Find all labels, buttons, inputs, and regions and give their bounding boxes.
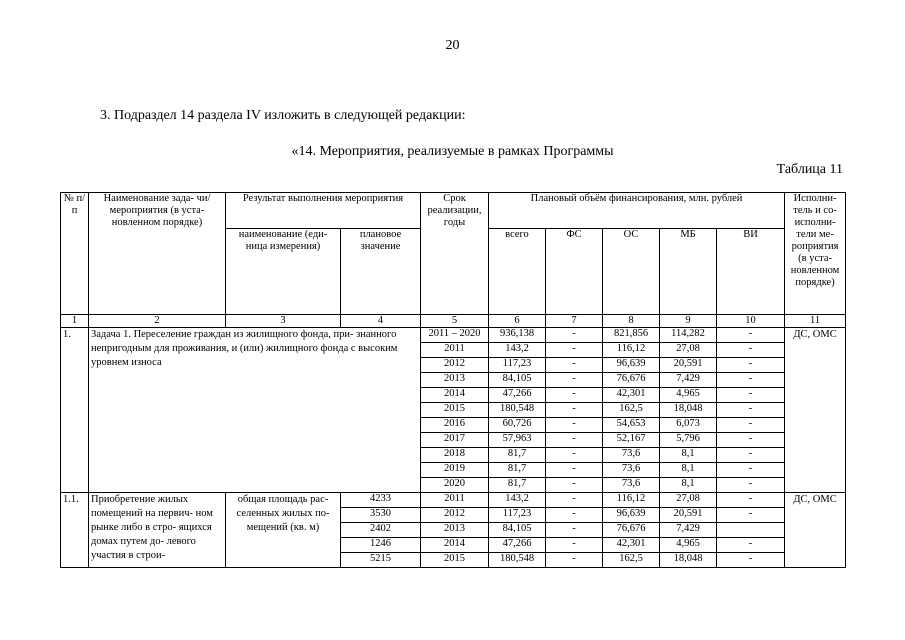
task-name: Задача 1. Переселение граждан из жилищного фонда, при- знанного непригодным для проживания, и (или) жилищного фонда с высоким уровнем износа bbox=[89, 328, 421, 493]
vi-cell: - bbox=[717, 403, 785, 418]
fs-cell: - bbox=[546, 463, 603, 478]
table-caption: Таблица 11 bbox=[776, 162, 843, 177]
fs-cell: - bbox=[546, 448, 603, 463]
fs-cell: - bbox=[546, 418, 603, 433]
total-cell: 936,138 bbox=[489, 328, 546, 343]
vi-cell: - bbox=[717, 358, 785, 373]
value-cell: 4233 bbox=[341, 493, 421, 508]
col-number: 4 bbox=[341, 315, 421, 328]
period-cell: 2018 bbox=[421, 448, 489, 463]
os-cell: 52,167 bbox=[603, 433, 660, 448]
col-number: 3 bbox=[226, 315, 341, 328]
vi-cell: - bbox=[717, 418, 785, 433]
col-number: 2 bbox=[89, 315, 226, 328]
table-row bbox=[61, 328, 846, 343]
period-cell: 2013 bbox=[421, 373, 489, 388]
fs-cell: - bbox=[546, 343, 603, 358]
fs-cell: - bbox=[546, 478, 603, 493]
period-cell: 2012 bbox=[421, 358, 489, 373]
period-cell: 2019 bbox=[421, 463, 489, 478]
section-heading: «14. Мероприятия, реализуемые в рамках Программы bbox=[291, 144, 614, 159]
mb-cell: 7,429 bbox=[660, 373, 717, 388]
total-cell: 81,7 bbox=[489, 478, 546, 493]
executor-cell: ДС, ОМС bbox=[785, 493, 846, 568]
fs-cell: - bbox=[546, 388, 603, 403]
vi-cell: - bbox=[717, 388, 785, 403]
period-cell: 2011 – 2020 bbox=[421, 328, 489, 343]
os-cell: 42,301 bbox=[603, 388, 660, 403]
vi-cell: - bbox=[717, 463, 785, 478]
vi-cell: - bbox=[717, 343, 785, 358]
mb-cell: 27,08 bbox=[660, 493, 717, 508]
os-cell: 73,6 bbox=[603, 463, 660, 478]
total-cell: 60,726 bbox=[489, 418, 546, 433]
fs-cell: - bbox=[546, 538, 603, 553]
col-number: 11 bbox=[785, 315, 846, 328]
header-mb: МБ bbox=[660, 229, 717, 315]
total-cell: 180,548 bbox=[489, 403, 546, 418]
period-cell: 2012 bbox=[421, 508, 489, 523]
total-cell: 84,105 bbox=[489, 523, 546, 538]
col-number: 8 bbox=[603, 315, 660, 328]
mb-cell: 18,048 bbox=[660, 403, 717, 418]
period-cell: 2015 bbox=[421, 553, 489, 568]
fs-cell: - bbox=[546, 358, 603, 373]
mb-cell: 4,965 bbox=[660, 538, 717, 553]
fs-cell: - bbox=[546, 433, 603, 448]
period-cell: 2017 bbox=[421, 433, 489, 448]
mb-cell: 114,282 bbox=[660, 328, 717, 343]
vi-cell: - bbox=[717, 448, 785, 463]
os-cell: 162,5 bbox=[603, 403, 660, 418]
table-row bbox=[61, 493, 846, 508]
mb-cell: 20,591 bbox=[660, 508, 717, 523]
vi-cell: - bbox=[717, 433, 785, 448]
fs-cell: - bbox=[546, 523, 603, 538]
header-total: всего bbox=[489, 229, 546, 315]
header-result-value: плановое значение bbox=[341, 229, 421, 315]
fs-cell: - bbox=[546, 493, 603, 508]
intro-text: 3. Подраздел 14 раздела IV изложить в следующей редакции: bbox=[100, 108, 466, 123]
header-executor: Исполни- тель и со- исполни- тели ме- роприятия (в уста- новленном порядке) bbox=[785, 193, 846, 315]
mb-cell: 20,591 bbox=[660, 358, 717, 373]
mb-cell: 6,073 bbox=[660, 418, 717, 433]
program-measures-table bbox=[60, 192, 846, 568]
header-fs: ФС bbox=[546, 229, 603, 315]
vi-cell: - bbox=[717, 508, 785, 523]
os-cell: 162,5 bbox=[603, 553, 660, 568]
mb-cell: 8,1 bbox=[660, 478, 717, 493]
total-cell: 143,2 bbox=[489, 343, 546, 358]
page-number: 20 bbox=[445, 38, 460, 53]
mb-cell: 27,08 bbox=[660, 343, 717, 358]
column-number-row bbox=[61, 315, 846, 328]
total-cell: 81,7 bbox=[489, 448, 546, 463]
vi-cell: - bbox=[717, 553, 785, 568]
period-cell: 2020 bbox=[421, 478, 489, 493]
os-cell: 96,639 bbox=[603, 358, 660, 373]
header-task: Наименование зада- чи/мероприятия (в уста- новленном порядке) bbox=[89, 193, 226, 315]
vi-cell: - bbox=[717, 478, 785, 493]
period-cell: 2015 bbox=[421, 403, 489, 418]
total-cell: 84,105 bbox=[489, 373, 546, 388]
os-cell: 54,653 bbox=[603, 418, 660, 433]
period-cell: 2013 bbox=[421, 523, 489, 538]
mb-cell: 8,1 bbox=[660, 448, 717, 463]
header-os: ОС bbox=[603, 229, 660, 315]
os-cell: 96,639 bbox=[603, 508, 660, 523]
col-number: 10 bbox=[717, 315, 785, 328]
total-cell: 117,23 bbox=[489, 358, 546, 373]
total-cell: 180,548 bbox=[489, 553, 546, 568]
col-number: 6 bbox=[489, 315, 546, 328]
result-name: общая площадь рас- селенных жилых по- мещений (кв. м) bbox=[226, 493, 341, 568]
os-cell: 42,301 bbox=[603, 538, 660, 553]
header-num: № п/п bbox=[61, 193, 89, 315]
vi-cell: - bbox=[717, 538, 785, 553]
total-cell: 57,963 bbox=[489, 433, 546, 448]
mb-cell: 5,796 bbox=[660, 433, 717, 448]
os-cell: 76,676 bbox=[603, 523, 660, 538]
value-cell: 3530 bbox=[341, 508, 421, 523]
period-cell: 2016 bbox=[421, 418, 489, 433]
vi-cell: - bbox=[717, 493, 785, 508]
vi-cell: - bbox=[717, 373, 785, 388]
col-number: 5 bbox=[421, 315, 489, 328]
total-cell: 81,7 bbox=[489, 463, 546, 478]
mb-cell: 18,048 bbox=[660, 553, 717, 568]
vi-cell: - bbox=[717, 328, 785, 343]
fs-cell: - bbox=[546, 328, 603, 343]
fs-cell: - bbox=[546, 508, 603, 523]
period-cell: 2011 bbox=[421, 493, 489, 508]
mb-cell: 7,429 bbox=[660, 523, 717, 538]
task-number: 1. bbox=[61, 328, 89, 493]
mb-cell: 8,1 bbox=[660, 463, 717, 478]
header-result-name: наименование (еди- ница измерения) bbox=[226, 229, 341, 315]
period-cell: 2014 bbox=[421, 538, 489, 553]
header-period: Срок реализации, годы bbox=[421, 193, 489, 315]
measure-name: Приобретение жилых помещений на первич- ном рынке либо в стро- ящихся домах путем до- левого участия в строи- bbox=[89, 493, 226, 568]
col-number: 9 bbox=[660, 315, 717, 328]
header-result: Результат выполнения мероприятия bbox=[226, 193, 421, 229]
fs-cell: - bbox=[546, 403, 603, 418]
vi-cell bbox=[717, 523, 785, 538]
os-cell: 76,676 bbox=[603, 373, 660, 388]
os-cell: 116,12 bbox=[603, 343, 660, 358]
os-cell: 116,12 bbox=[603, 493, 660, 508]
col-number: 1 bbox=[61, 315, 89, 328]
mb-cell: 4,965 bbox=[660, 388, 717, 403]
header-vi: ВИ bbox=[717, 229, 785, 315]
period-cell: 2014 bbox=[421, 388, 489, 403]
os-cell: 821,856 bbox=[603, 328, 660, 343]
fs-cell: - bbox=[546, 553, 603, 568]
total-cell: 143,2 bbox=[489, 493, 546, 508]
executor-cell: ДС, ОМС bbox=[785, 328, 846, 493]
total-cell: 47,266 bbox=[489, 538, 546, 553]
value-cell: 1246 bbox=[341, 538, 421, 553]
header-funding: Плановый объём финансирования, млн. рублей bbox=[489, 193, 785, 229]
measure-number: 1.1. bbox=[61, 493, 89, 568]
total-cell: 47,266 bbox=[489, 388, 546, 403]
period-cell: 2011 bbox=[421, 343, 489, 358]
fs-cell: - bbox=[546, 373, 603, 388]
os-cell: 73,6 bbox=[603, 478, 660, 493]
total-cell: 117,23 bbox=[489, 508, 546, 523]
value-cell: 5215 bbox=[341, 553, 421, 568]
value-cell: 2402 bbox=[341, 523, 421, 538]
os-cell: 73,6 bbox=[603, 448, 660, 463]
col-number: 7 bbox=[546, 315, 603, 328]
